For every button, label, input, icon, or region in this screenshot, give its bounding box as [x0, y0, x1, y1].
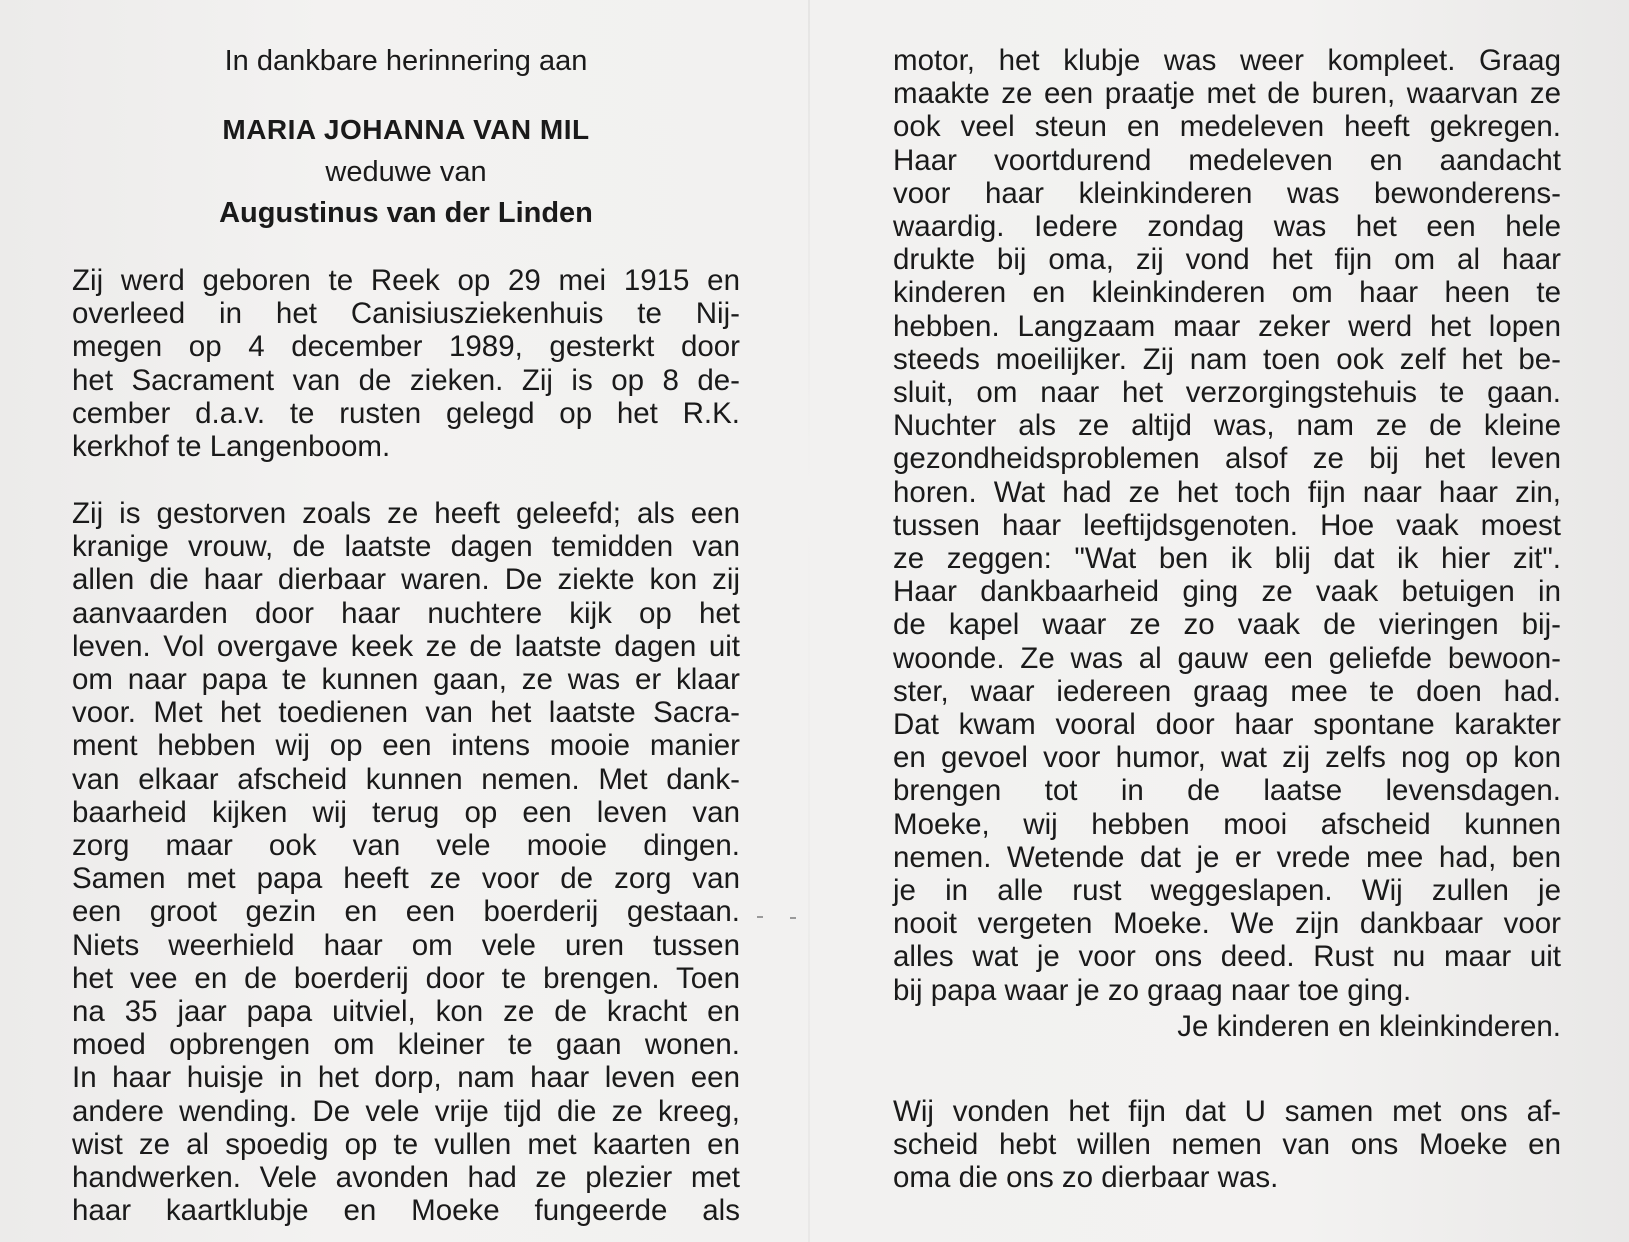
text-line: alles wat je voor ons deed. Rust nu maar uit [893, 940, 1561, 974]
text-line: oma die ons zo dierbaar was. [893, 1161, 1279, 1195]
text-line: van elkaar afscheid kunnen nemen. Met dank- [72, 762, 740, 796]
text-line: ster, waar iedereen graag mee te doen had. [893, 674, 1561, 708]
text-line: Moeke, wij hebben mooi afscheid kunnen [893, 807, 1561, 841]
husband-name: Augustinus van der Linden [219, 197, 593, 229]
text-line: tussen haar leeftijdsgenoten. Hoe vaak moest [893, 508, 1561, 542]
text-line: andere wending. De vele vrije tijd die ze kreeg, [72, 1094, 740, 1128]
text-line: je in alle rust weggeslapen. Wij zullen je [893, 874, 1561, 908]
text-line: maakte ze een praatje met de buren, waarvan ze [893, 77, 1561, 111]
tribute-continued-paragraph [893, 44, 1561, 1007]
text-line: en gevoel voor humor, wat zij zelfs nog op kon [893, 741, 1561, 775]
tribute-paragraph [72, 497, 740, 1227]
text-line: gezondheidsproblemen alsof ze bij het leven [893, 442, 1561, 476]
text-line: Niets weerhield haar om vele uren tussen [72, 928, 740, 962]
text-line: brengen tot in de laatse levensdagen. [893, 774, 1561, 808]
paper-speck [757, 916, 763, 918]
text-line: Samen met papa heeft ze voor de zorg van [72, 862, 740, 896]
text-line: Wij vonden het fijn dat U samen met ons af- [893, 1095, 1561, 1128]
text-line: voor haar kleinkinderen was bewonderens- [893, 176, 1561, 210]
text-line: Nuchter als ze altijd was, nam ze de kleine [893, 409, 1561, 443]
text-line: baarheid kijken wij terug op een leven van [72, 795, 740, 829]
paper-speck [790, 917, 796, 919]
text-line: Zij is gestorven zoals ze heeft geleefd; als een [72, 497, 740, 530]
text-line: leven. Vol overgave keek ze de laatste dagen uit [72, 629, 740, 663]
text-line: allen die haar dierbaar waren. De ziekte kon zij [72, 563, 740, 597]
signoff: Je kinderen en kleinkinderen. [1177, 1010, 1561, 1043]
text-line: het vee en de boerderij door te brengen. Toen [72, 961, 740, 995]
thanks-paragraph [893, 1095, 1561, 1195]
center-fold [808, 0, 810, 1242]
text-line: een groot gezin en een boerderij gestaan. [72, 895, 740, 929]
text-line: sluit, om naar het verzorgingstehuis te gaan. [893, 376, 1561, 410]
text-line: kranige vrouw, de laatste dagen temidden van [72, 530, 740, 564]
text-line: handwerken. Vele avonden had ze plezier met [72, 1161, 740, 1195]
text-line: nooit vergeten Moeke. We zijn dankbaar voor [893, 907, 1561, 941]
text-line: Dat kwam vooral door haar spontane karakter [893, 708, 1561, 742]
text-line: Zij werd geboren te Reek op 29 mei 1915 en [72, 264, 740, 297]
deceased-name: MARIA JOHANNA VAN MIL [222, 114, 590, 145]
text-line: waardig. Iedere zondag was het een hele [893, 210, 1561, 244]
text-line: ze zeggen: "Wat ben ik blij dat ik hier zit". [893, 542, 1561, 576]
relation-line: weduwe van [325, 156, 487, 188]
text-line: om naar papa te kunnen gaan, ze was er klaar [72, 663, 740, 697]
intro-line: In dankbare herinnering aan [224, 45, 588, 77]
text-line: voor. Met het toedienen van het laatste Sacra- [72, 696, 740, 730]
text-line: ook veel steun en medeleven heeft gekregen. [893, 110, 1561, 144]
text-line: megen op 4 december 1989, gesterkt door [72, 330, 740, 364]
text-line: woonde. Ze was al gauw een geliefde bewoon- [893, 641, 1561, 675]
text-line: overleed in het Canisiusziekenhuis te Nij- [72, 297, 740, 331]
text-line: steeds moeilijker. Zij nam toen ook zelf het be- [893, 342, 1561, 376]
text-line: scheid hebt willen nemen van ons Moeke en [893, 1128, 1561, 1162]
text-line: nemen. Wetende dat je er vrede mee had, ben [893, 840, 1561, 874]
text-line: drukte bij oma, zij vond het fijn om al haar [893, 243, 1561, 277]
text-line: zorg maar ook van vele mooie dingen. [72, 829, 740, 863]
text-line: Haar dankbaarheid ging ze vaak betuigen in [893, 575, 1561, 609]
text-line: Haar voortdurend medeleven en aandacht [893, 143, 1561, 177]
text-line: het Sacrament van de zieken. Zij is op 8 de- [72, 363, 740, 397]
text-line: de kapel waar ze zo vaak de vieringen bij- [893, 608, 1561, 642]
text-line: wist ze al spoedig op te vullen met kaarten en [72, 1127, 740, 1161]
text-line: moed opbrengen om kleiner te gaan wonen. [72, 1028, 740, 1062]
text-line: motor, het klubje was weer kompleet. Graag [893, 44, 1561, 77]
text-line: kinderen en kleinkinderen om haar heen te [893, 276, 1561, 310]
text-line: ment hebben wij op een intens mooie manier [72, 729, 740, 763]
text-line: kerkhof te Langenboom. [72, 430, 391, 464]
text-line: aanvaarden door haar nuchtere kijk op het [72, 596, 740, 630]
text-line: hebben. Langzaam maar zeker werd het lopen [893, 309, 1561, 343]
biography-paragraph [72, 264, 740, 463]
text-line: horen. Wat had ze het toch fijn naar haar zin, [893, 475, 1561, 509]
text-line: cember d.a.v. te rusten gelegd op het R.K. [72, 396, 740, 430]
text-line: In haar huisje in het dorp, nam haar leven een [72, 1061, 740, 1095]
text-line: na 35 jaar papa uitviel, kon ze de kracht en [72, 995, 740, 1029]
text-line: haar kaartklubje en Moeke fungeerde als [72, 1194, 740, 1228]
text-line: bij papa waar je zo graag naar toe ging. [893, 973, 1412, 1007]
